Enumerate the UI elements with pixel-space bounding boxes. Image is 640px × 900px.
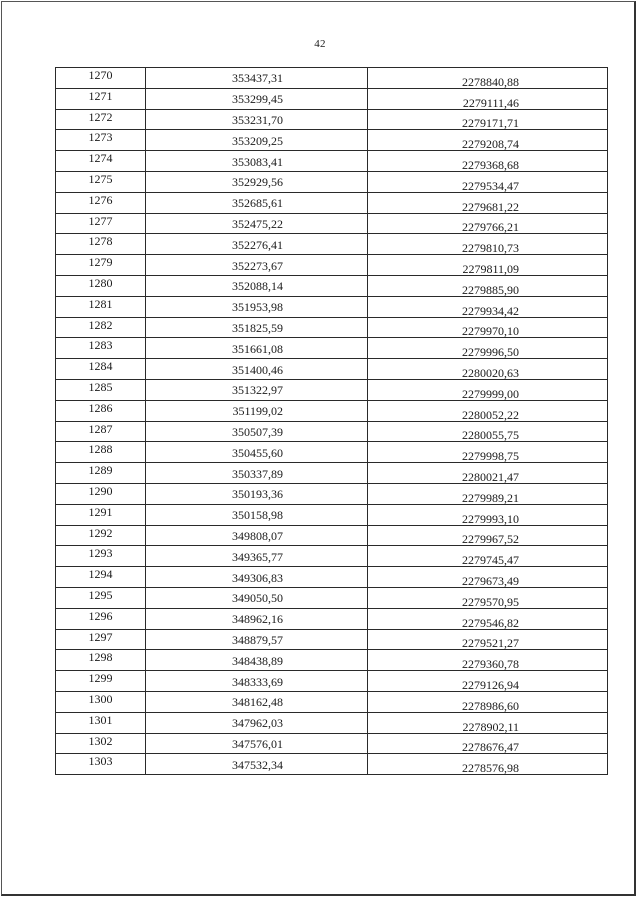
x-coordinate-cell: 353437,31 — [146, 68, 368, 89]
point-number-cell: 1276 — [56, 192, 146, 213]
point-number-cell: 1283 — [56, 338, 146, 359]
table-row — [56, 213, 608, 234]
point-number-cell: 1285 — [56, 379, 146, 400]
y-coordinate-cell: 2279673,49 — [368, 567, 608, 588]
table-row — [56, 151, 608, 172]
x-coordinate-cell: 348438,89 — [146, 650, 368, 671]
x-coordinate-cell: 351953,98 — [146, 296, 368, 317]
point-number-cell: 1289 — [56, 463, 146, 484]
coordinates-table-body — [56, 68, 608, 775]
x-coordinate-cell: 350455,60 — [146, 442, 368, 463]
x-coordinate-cell: 349050,50 — [146, 587, 368, 608]
point-number-cell: 1274 — [56, 151, 146, 172]
table-row — [56, 68, 608, 89]
table-row — [56, 629, 608, 650]
point-number-cell: 1282 — [56, 317, 146, 338]
table-row — [56, 442, 608, 463]
point-number-cell: 1275 — [56, 171, 146, 192]
point-number-cell: 1299 — [56, 671, 146, 692]
y-coordinate-cell: 2279534,47 — [368, 171, 608, 192]
x-coordinate-cell: 348333,69 — [146, 671, 368, 692]
point-number-cell: 1297 — [56, 629, 146, 650]
x-coordinate-cell: 353083,41 — [146, 151, 368, 172]
y-coordinate-cell: 2278840,88 — [368, 68, 608, 89]
y-coordinate-cell: 2279681,22 — [368, 192, 608, 213]
point-number-cell: 1291 — [56, 504, 146, 525]
coordinates-table — [55, 67, 608, 775]
point-number-cell: 1298 — [56, 650, 146, 671]
y-coordinate-cell: 2279570,95 — [368, 587, 608, 608]
y-coordinate-cell: 2279993,10 — [368, 504, 608, 525]
page-number: 42 — [314, 38, 326, 50]
x-coordinate-cell: 353299,45 — [146, 88, 368, 109]
point-number-cell: 1281 — [56, 296, 146, 317]
y-coordinate-cell: 2278902,11 — [368, 712, 608, 733]
x-coordinate-cell: 350158,98 — [146, 504, 368, 525]
point-number-cell: 1302 — [56, 733, 146, 754]
point-number-cell: 1288 — [56, 442, 146, 463]
x-coordinate-cell: 351825,59 — [146, 317, 368, 338]
y-coordinate-cell: 2279126,94 — [368, 671, 608, 692]
point-number-cell: 1295 — [56, 587, 146, 608]
y-coordinate-cell: 2279989,21 — [368, 483, 608, 504]
point-number-cell: 1270 — [56, 68, 146, 89]
point-number-cell: 1300 — [56, 691, 146, 712]
x-coordinate-cell: 353209,25 — [146, 130, 368, 151]
y-coordinate-cell: 2279970,10 — [368, 317, 608, 338]
table-row — [56, 608, 608, 629]
point-number-cell: 1292 — [56, 525, 146, 546]
table-row — [56, 691, 608, 712]
table-row — [56, 504, 608, 525]
x-coordinate-cell: 349365,77 — [146, 546, 368, 567]
table-row — [56, 296, 608, 317]
x-coordinate-cell: 349306,83 — [146, 567, 368, 588]
table-row — [56, 671, 608, 692]
y-coordinate-cell: 2279171,71 — [368, 109, 608, 130]
y-coordinate-cell: 2279368,68 — [368, 151, 608, 172]
table-row — [56, 463, 608, 484]
table-row — [56, 317, 608, 338]
table-row — [56, 587, 608, 608]
y-coordinate-cell: 2279546,82 — [368, 608, 608, 629]
y-coordinate-cell: 2279998,75 — [368, 442, 608, 463]
x-coordinate-cell: 353231,70 — [146, 109, 368, 130]
x-coordinate-cell: 351400,46 — [146, 359, 368, 380]
table-row — [56, 650, 608, 671]
table-row — [56, 130, 608, 151]
x-coordinate-cell: 347962,03 — [146, 712, 368, 733]
table-row — [56, 567, 608, 588]
point-number-cell: 1294 — [56, 567, 146, 588]
x-coordinate-cell: 352475,22 — [146, 213, 368, 234]
table-row — [56, 234, 608, 255]
x-coordinate-cell: 350193,36 — [146, 483, 368, 504]
point-number-cell: 1284 — [56, 359, 146, 380]
y-coordinate-cell: 2279810,73 — [368, 234, 608, 255]
x-coordinate-cell: 350337,89 — [146, 463, 368, 484]
y-coordinate-cell: 2279811,09 — [368, 255, 608, 276]
y-coordinate-cell: 2279934,42 — [368, 296, 608, 317]
table-row — [56, 192, 608, 213]
x-coordinate-cell: 351661,08 — [146, 338, 368, 359]
x-coordinate-cell: 348962,16 — [146, 608, 368, 629]
table-row — [56, 733, 608, 754]
table-row — [56, 400, 608, 421]
y-coordinate-cell: 2278576,98 — [368, 754, 608, 775]
x-coordinate-cell: 352273,67 — [146, 255, 368, 276]
x-coordinate-cell: 351322,97 — [146, 379, 368, 400]
point-number-cell: 1272 — [56, 109, 146, 130]
table-row — [56, 109, 608, 130]
table-row — [56, 525, 608, 546]
y-coordinate-cell: 2278986,60 — [368, 691, 608, 712]
point-number-cell: 1287 — [56, 421, 146, 442]
table-row — [56, 255, 608, 276]
table-row — [56, 483, 608, 504]
point-number-cell: 1273 — [56, 130, 146, 151]
x-coordinate-cell: 352088,14 — [146, 275, 368, 296]
x-coordinate-cell: 352685,61 — [146, 192, 368, 213]
y-coordinate-cell: 2279208,74 — [368, 130, 608, 151]
point-number-cell: 1301 — [56, 712, 146, 733]
y-coordinate-cell: 2280055,75 — [368, 421, 608, 442]
table-row — [56, 754, 608, 775]
point-number-cell: 1303 — [56, 754, 146, 775]
table-row — [56, 379, 608, 400]
x-coordinate-cell: 352276,41 — [146, 234, 368, 255]
y-coordinate-cell: 2279885,90 — [368, 275, 608, 296]
x-coordinate-cell: 352929,56 — [146, 171, 368, 192]
table-row — [56, 171, 608, 192]
point-number-cell: 1277 — [56, 213, 146, 234]
y-coordinate-cell: 2279360,78 — [368, 650, 608, 671]
x-coordinate-cell: 350507,39 — [146, 421, 368, 442]
y-coordinate-cell: 2280021,47 — [368, 463, 608, 484]
x-coordinate-cell: 347576,01 — [146, 733, 368, 754]
table-row — [56, 421, 608, 442]
y-coordinate-cell: 2279999,00 — [368, 379, 608, 400]
point-number-cell: 1278 — [56, 234, 146, 255]
y-coordinate-cell: 2279996,50 — [368, 338, 608, 359]
point-number-cell: 1290 — [56, 483, 146, 504]
x-coordinate-cell: 351199,02 — [146, 400, 368, 421]
y-coordinate-cell: 2279745,47 — [368, 546, 608, 567]
table-row — [56, 88, 608, 109]
table-row — [56, 275, 608, 296]
y-coordinate-cell: 2280052,22 — [368, 400, 608, 421]
y-coordinate-cell: 2280020,63 — [368, 359, 608, 380]
y-coordinate-cell: 2279521,27 — [368, 629, 608, 650]
point-number-cell: 1280 — [56, 275, 146, 296]
table-row — [56, 359, 608, 380]
table-row — [56, 712, 608, 733]
point-number-cell: 1271 — [56, 88, 146, 109]
point-number-cell: 1286 — [56, 400, 146, 421]
point-number-cell: 1296 — [56, 608, 146, 629]
table-row — [56, 546, 608, 567]
x-coordinate-cell: 348162,48 — [146, 691, 368, 712]
point-number-cell: 1279 — [56, 255, 146, 276]
y-coordinate-cell: 2278676,47 — [368, 733, 608, 754]
table-row — [56, 338, 608, 359]
x-coordinate-cell: 347532,34 — [146, 754, 368, 775]
x-coordinate-cell: 349808,07 — [146, 525, 368, 546]
y-coordinate-cell: 2279111,46 — [368, 88, 608, 109]
y-coordinate-cell: 2279967,52 — [368, 525, 608, 546]
x-coordinate-cell: 348879,57 — [146, 629, 368, 650]
point-number-cell: 1293 — [56, 546, 146, 567]
y-coordinate-cell: 2279766,21 — [368, 213, 608, 234]
